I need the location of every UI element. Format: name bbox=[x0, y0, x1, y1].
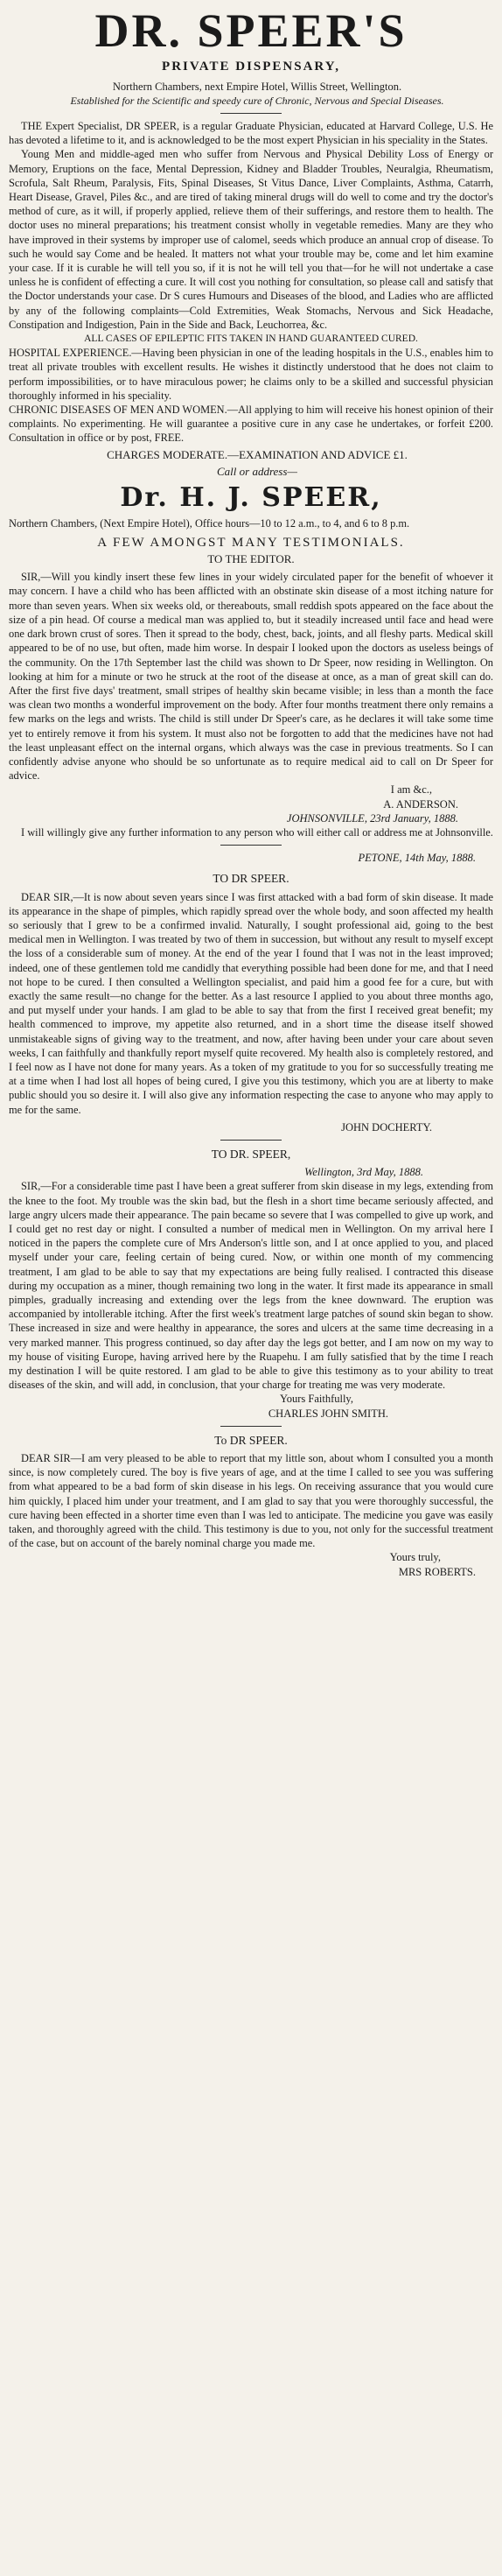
letter-anderson-place: JOHNSONVILLE, 23rd January, 1888. bbox=[286, 811, 458, 825]
call-or-address: Call or address— bbox=[217, 464, 297, 478]
letter-smith-close: Yours Faithfully, bbox=[279, 1393, 353, 1406]
hospital-experience-paragraph: HOSPITAL EXPERIENCE.—Having been physician in one of the leading hospitals in the U.S., enables him to treat all private troubles with excellent results. He wishes it distinctly understood that he does not claim to perform impossibilities, or to have miraculous power; he claims only to be a skilled and successful physician thoroughly informed in his speciality. bbox=[9, 347, 493, 402]
young-men-paragraph: Young Men and middle-aged men who suffer from Nervous and Physical Debility Loss of Energy or Memory, Eruptions on the face, Mental Depression, Kidney and Bladder Troubles, Neuralgia, Rheumatism, Scrofula, Salt Rheum, Paralysis, Fits, Spinal Diseases, St Vitus Dance, Liver Complaints, Asthma, Catarrh, Heart Disease, Gravel, Piles &c., and are tired of taking mineral drugs will do well to come and try the doctor's method of cure, as it will, if properly applied, relieve them of their sufferings, and restore them to health. The doctor uses no mineral preparations; his treatment consist wholly in vegetable remedies. Many are they who have improved in their systems by improper use of calomel, seeds which produce an annual crop of disease. To such he would say Come and be healed. It matters not what your trouble may be, come and let him examine your case. If it is curable he will tell you so, if it is not he will tell you that—for he will not undertake a case unless he is confident of effecting a cure. It will cost you nothing for consultation, so please call and satisfy that the Doctor understands your case. Dr S cures Humours and Diseases of the blood, and Ladies who are afflicted by any of the following complaints—Cold Extremities, Weak Stomachs, Nervous and Sick Headache, Constipation and Indigestion, Pain in the Side and Back, Leuchorrea, &c. bbox=[9, 148, 493, 331]
letter-anderson-postscript: I will willingly give any further information to any person who will either call or address me at Johnsonville. bbox=[21, 825, 493, 839]
epileptic-notice: ALL CASES OF EPILEPTIC FITS TAKEN IN HAND GUARANTEED CURED. bbox=[84, 333, 418, 345]
testimonials-title: A FEW AMONGST MANY TESTIMONIALS. bbox=[97, 536, 405, 551]
letter-anderson-close: I am &c., bbox=[390, 783, 432, 797]
address-line: Northern Chambers, next Empire Hotel, Willis Street, Wellington. bbox=[112, 81, 402, 93]
letter-smith-place: Wellington, 3rd May, 1888. bbox=[304, 1166, 423, 1179]
chronic-diseases-paragraph: CHRONIC DISEASES OF MEN AND WOMEN.—All applying to him will receive his honest opinion of their complaints. No experimenting. He will guarantee a positive cure in any case he undertakes, or forfeit £200. Consultation in office or by post, FREE. bbox=[9, 404, 493, 445]
charges-line: CHARGES MODERATE.—EXAMINATION AND ADVICE £1. bbox=[107, 447, 408, 461]
letter-smith-to: TO DR. SPEER, bbox=[211, 1148, 291, 1161]
doctor-name: Dr. H. J. SPEER, bbox=[120, 482, 382, 514]
letter-anderson: SIR,—Will you kindly insert these few lines in your widely circulated paper for the benefit of whoever it may concern. I have a child who has been afflicted with an obstinate skin disease of a most itching nature for more than seven years. When six weeks old, or thereabouts, small reddish spots appeared on the face about the size of a pin head. Of course a medical man was applied to, but it steadily increased until face and head were one dark brown crust of sores. Then it spread to the body, chest, back, joints, and all fleshy parts. Medical skill appeared to be of no use, but often, made him worse. In despair I looked upon the doctors as useless beings of the community. On the 17th September last the child was shown to Dr Speer, now residing in Wellington. On looking at him for a minute or two he struck at the root of the disease at once, as a man of great skill can do. After the first five days' treatment, small stripes of healthy skin became visible; in less than a month the face was clean two months a wonderful improvement on the body. After four months treatment there only remains a few marks on the legs and wrists. The child is still under Dr Speer's care, as he declares it will take some time yet to entirely remove it from his system. It must also not be forgotten to add that the medicines have not had the least unpleasant effect on the internal organs, which always was the case in previous treatments. So I can confidently advise anyone who should be so unfortunate as to require medical aid to call on Dr Speer for advice. bbox=[9, 571, 493, 783]
to-the-editor: TO THE EDITOR. bbox=[207, 552, 295, 566]
letter-docherty-name: JOHN DOCHERTY. bbox=[341, 1120, 432, 1134]
divider bbox=[220, 1426, 282, 1427]
letter-docherty-to: TO DR SPEER. bbox=[213, 872, 289, 886]
advertisement-page bbox=[9, 0, 493, 1579]
established-line: Established for the Scientific and speedy cure of Chronic, Nervous and Special Diseases. bbox=[70, 95, 444, 107]
letter-docherty-place: PETONE, 14th May, 1888. bbox=[358, 852, 476, 865]
dispensary-subhead: PRIVATE DISPENSARY, bbox=[162, 60, 340, 74]
divider bbox=[220, 1140, 282, 1141]
letter-docherty: DEAR SIR,—It is now about seven years since I was first attacked with a bad form of skin disease. It made its appearance in the shape of pimples, which rapidly spread over the whole body, and soon affected my health so seriously that I grew to be a confirmed invalid. Naturally, I sought professional aid, going to the best medical men in Wellington. I was treated by two of them in succession, but without any result to myself except the loss of a considerable sum of money. At the end of the year I found that I was not in the least improved; indeed, one of these gentlemen told me candidly that everything possible had been done for me, and that I need not hope to be cured. I then consulted a Wellington specialist, and paid him a good fee for a cure, but with exactly the same result—no change for the better. As a last resource I applied to you about three months ago, and put myself under your hands. I am glad to be able to say that from the first I received great benefit; my health commenced to improve, my appetite also returned, and in a short time the disease itself showed unmistakeable signs of giving way to the treatment, and now, after having been under your care about seven weeks, I can faithfully and thankfully report myself quite recovered. My health also is completely restored, and I feel now as I have not done for many years. As a token of my gratitude to you for so successfully treating me at a time when I had lost all hopes of being cured, I give you this testimony, which you are at liberty to make public should you so desire it. I will also give any information respecting the case to anyone who may apply to me for the same. bbox=[9, 890, 493, 1116]
office-hours: Northern Chambers, (Next Empire Hotel), Office hours—10 to 12 a.m., to 4, and 6 to 8 p.m. bbox=[9, 517, 410, 530]
letter-roberts: DEAR SIR—I am very pleased to be able to report that my little son, about whom I consulted you a month since, is now completely cured. The boy is five years of age, and at the time I called to see you was suffering from what appeared to be a bad form of skin disease in his legs. On receiving assurance that you would cure him quickly, I placed him under your treatment, and I am glad to say that you were thoroughly successful, the cure having been effected in a shorter time even than I was led to anticipate. The medicine you gave was easily taken, and thoroughly agreed with the child. This testimony is due to you, not only for the successful treatment of the case, but on account of the barely nominal charge you made me. bbox=[9, 1452, 493, 1550]
letter-smith: SIR,—For a considerable time past I have been a great sufferer from skin disease in my legs, extending from the knee to the foot. My trouble was the skin bad, but the flesh in a short time became seriously affected, and large angry ulcers made their appearance. The pain became so severe that I was compelled to give up work, and I could get no rest day or night. I consulted a number of medical men in Wellington. On my arrival here I noticed in the papers the complete cure of Mrs Anderson's little son, and I at once applied to you, and placed myself under your care, feeling certain of being cured. Now, or within one month of my commencing treatment, I am glad to be able to say that my expectations are being fully realised. I contracted this disease during my occupation as a miner, though remaining two long in the water. It first made its appearance in small pimples, gradually increasing and extending over the legs from the knee downward. The eruption was accompanied by intollerable itching. After the first week's treatment large patches of sound skin began to show. These increased in size and were healthy in appearance, the sores and ulcers at the same time decreasing in a very marked manner. This progress continued, so day after day the legs got better, and I am now on my way to my house of visiting Europe, having arrived here by the Ruapehu. I am fully satisfied that by the time I reach my destination I will be quite restored. I am glad to be able to give this testimony as to your ability to treat diseases of the skin, and will add, in conclusion, that your charge for treating me was very moderate. bbox=[9, 1180, 493, 1392]
letter-roberts-to: To DR SPEER. bbox=[214, 1433, 288, 1447]
masthead-title: DR. SPEER'S bbox=[94, 4, 408, 57]
letter-roberts-name: MRS ROBERTS. bbox=[398, 1565, 476, 1578]
letter-anderson-name: A. ANDERSON. bbox=[383, 797, 458, 811]
letter-smith-name: CHARLES JOHN SMITH. bbox=[268, 1407, 388, 1420]
divider bbox=[220, 845, 282, 846]
expert-paragraph: THE Expert Specialist, DR SPEER, is a regular Graduate Physician, educated at Harvard College, U.S. He has devoted a lifetime to it, and is acknowledged to be the most expert Physician in his speciality in the States. bbox=[9, 120, 493, 147]
letter-roberts-close: Yours truly, bbox=[389, 1551, 441, 1564]
divider bbox=[220, 113, 282, 114]
